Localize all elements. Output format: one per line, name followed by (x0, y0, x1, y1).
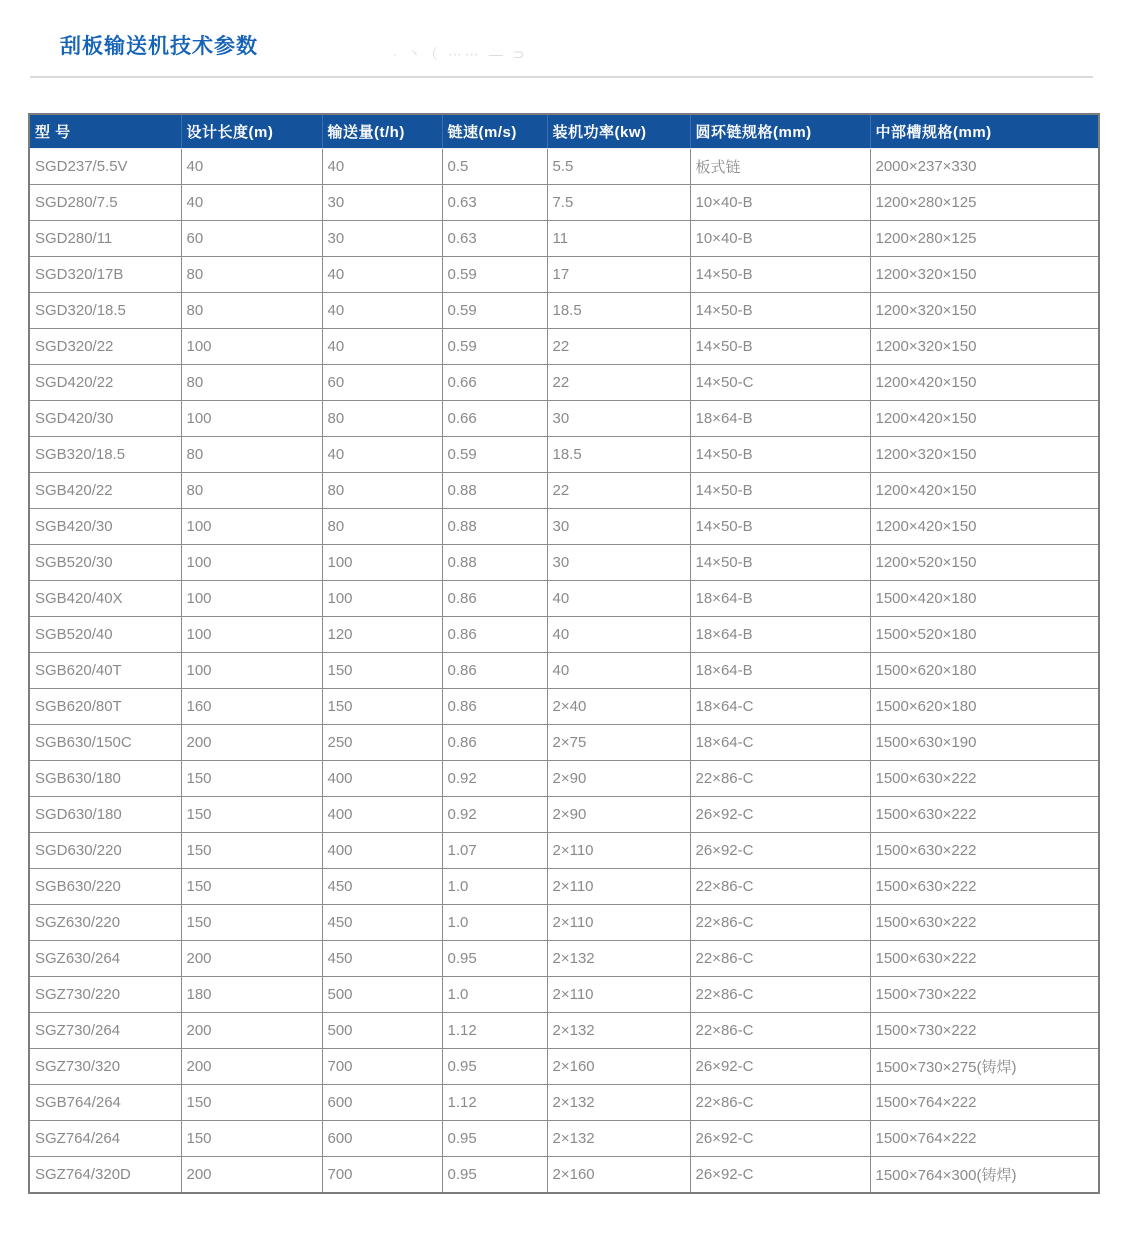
table-cell: SGD420/22 (29, 365, 181, 401)
table-cell: SGB520/40 (29, 617, 181, 653)
table-cell: 1500×620×180 (870, 689, 1099, 725)
table-cell: 1200×420×150 (870, 473, 1099, 509)
table-cell: SGZ730/320 (29, 1049, 181, 1085)
table-cell: 120 (322, 617, 442, 653)
table-cell: 22×86-C (690, 1085, 870, 1121)
table-cell: 14×50-B (690, 509, 870, 545)
table-cell: 2×90 (547, 761, 690, 797)
table-row (29, 293, 1099, 329)
table-row (29, 689, 1099, 725)
table-cell: 18×64-C (690, 725, 870, 761)
table-cell: 1500×620×180 (870, 653, 1099, 689)
table-cell: 1200×420×150 (870, 401, 1099, 437)
table-row (29, 869, 1099, 905)
table-cell: 0.88 (442, 473, 547, 509)
table-cell: 0.95 (442, 1049, 547, 1085)
table-cell: 150 (181, 869, 322, 905)
table-cell: 40 (322, 149, 442, 185)
table-cell: 1500×630×222 (870, 869, 1099, 905)
table-row (29, 509, 1099, 545)
table-cell: 1500×764×222 (870, 1121, 1099, 1157)
table-cell: 14×50-B (690, 437, 870, 473)
table-row (29, 221, 1099, 257)
table-cell: 80 (181, 365, 322, 401)
table-cell: SGZ764/264 (29, 1121, 181, 1157)
table-row (29, 365, 1099, 401)
specs-table-body (29, 149, 1099, 1194)
table-cell: 1200×320×150 (870, 329, 1099, 365)
table-cell: 1200×420×150 (870, 509, 1099, 545)
table-cell: 200 (181, 725, 322, 761)
table-cell: 26×92-C (690, 833, 870, 869)
table-cell: 600 (322, 1121, 442, 1157)
table-cell: 30 (322, 221, 442, 257)
table-cell: SGZ730/220 (29, 977, 181, 1013)
table-cell: 700 (322, 1049, 442, 1085)
table-cell: 22×86-C (690, 761, 870, 797)
table-cell: 0.86 (442, 725, 547, 761)
table-cell: 150 (181, 797, 322, 833)
table-cell: 2×110 (547, 833, 690, 869)
table-cell: 18.5 (547, 437, 690, 473)
table-cell: 22 (547, 365, 690, 401)
table-cell: 200 (181, 1157, 322, 1194)
table-row (29, 1121, 1099, 1157)
table-cell: 1200×280×125 (870, 185, 1099, 221)
table-cell: SGZ630/220 (29, 905, 181, 941)
table-cell: 0.59 (442, 329, 547, 365)
table-cell: 1.12 (442, 1085, 547, 1121)
table-cell: 1200×420×150 (870, 365, 1099, 401)
table-cell: 0.86 (442, 581, 547, 617)
table-cell: 26×92-C (690, 797, 870, 833)
table-cell: SGD280/11 (29, 221, 181, 257)
table-cell: 1200×280×125 (870, 221, 1099, 257)
table-cell: 600 (322, 1085, 442, 1121)
table-cell: 450 (322, 941, 442, 977)
table-cell: 0.59 (442, 437, 547, 473)
table-cell: 40 (181, 149, 322, 185)
table-cell: SGD237/5.5V (29, 149, 181, 185)
table-cell: SGB630/180 (29, 761, 181, 797)
table-cell: 2×132 (547, 1121, 690, 1157)
table-cell: 1200×320×150 (870, 437, 1099, 473)
table-cell: SGD320/22 (29, 329, 181, 365)
table-cell: 18×64-C (690, 689, 870, 725)
table-cell: 18×64-B (690, 617, 870, 653)
table-cell: 26×92-C (690, 1049, 870, 1085)
table-cell: 40 (547, 653, 690, 689)
table-cell: 10×40-B (690, 185, 870, 221)
table-cell: 80 (322, 401, 442, 437)
table-row (29, 473, 1099, 509)
table-cell: SGD280/7.5 (29, 185, 181, 221)
table-cell: 22×86-C (690, 1013, 870, 1049)
table-cell: SGB764/264 (29, 1085, 181, 1121)
table-cell: SGB620/40T (29, 653, 181, 689)
table-cell: 7.5 (547, 185, 690, 221)
table-cell: SGD320/18.5 (29, 293, 181, 329)
table-cell: 60 (181, 221, 322, 257)
table-cell: 400 (322, 833, 442, 869)
table-cell: 1.07 (442, 833, 547, 869)
column-header: 装机功率(kw) (547, 114, 690, 149)
table-cell: 160 (181, 689, 322, 725)
table-cell: 22×86-C (690, 941, 870, 977)
table-cell: 26×92-C (690, 1121, 870, 1157)
table-cell: 1500×630×222 (870, 797, 1099, 833)
table-cell: 80 (322, 509, 442, 545)
table-cell: 18×64-B (690, 581, 870, 617)
table-cell: 100 (322, 581, 442, 617)
table-cell: 2000×237×330 (870, 149, 1099, 185)
table-cell: 18×64-B (690, 401, 870, 437)
table-cell: 10×40-B (690, 221, 870, 257)
column-header: 输送量(t/h) (322, 114, 442, 149)
table-cell: 200 (181, 1013, 322, 1049)
table-cell: SGB320/18.5 (29, 437, 181, 473)
table-cell: 17 (547, 257, 690, 293)
title-divider (30, 76, 1093, 78)
table-cell: 14×50-B (690, 257, 870, 293)
table-cell: 11 (547, 221, 690, 257)
table-cell: 1.0 (442, 977, 547, 1013)
table-cell: 0.92 (442, 797, 547, 833)
table-cell: 0.86 (442, 689, 547, 725)
table-cell: 14×50-B (690, 545, 870, 581)
table-row (29, 797, 1099, 833)
page-title: 刮板输送机技术参数 (60, 35, 258, 58)
table-cell: SGZ764/320D (29, 1157, 181, 1194)
header-row (29, 114, 1099, 149)
specs-table-head (29, 114, 1099, 149)
table-cell: 400 (322, 761, 442, 797)
table-row (29, 1049, 1099, 1085)
table-cell: 1500×764×222 (870, 1085, 1099, 1121)
table-cell: 40 (547, 581, 690, 617)
table-cell: 450 (322, 905, 442, 941)
table-cell: SGZ630/264 (29, 941, 181, 977)
table-cell: 100 (181, 545, 322, 581)
table-cell: 14×50-C (690, 365, 870, 401)
table-cell: 500 (322, 1013, 442, 1049)
table-cell: 0.66 (442, 365, 547, 401)
table-cell: 100 (181, 653, 322, 689)
table-row (29, 149, 1099, 185)
table-cell: 80 (181, 473, 322, 509)
table-cell: 60 (322, 365, 442, 401)
table-row (29, 1013, 1099, 1049)
table-cell: 700 (322, 1157, 442, 1194)
table-cell: 2×132 (547, 941, 690, 977)
table-cell: SGD320/17B (29, 257, 181, 293)
table-cell: 0.95 (442, 1121, 547, 1157)
table-cell: 40 (322, 257, 442, 293)
table-cell: 22 (547, 329, 690, 365)
table-row (29, 977, 1099, 1013)
table-cell: 22×86-C (690, 869, 870, 905)
table-cell: 2×110 (547, 977, 690, 1013)
table-row (29, 941, 1099, 977)
table-cell: 0.63 (442, 221, 547, 257)
table-cell: 1200×320×150 (870, 293, 1099, 329)
table-cell: 1500×520×180 (870, 617, 1099, 653)
table-cell: 30 (547, 509, 690, 545)
table-cell: 1200×320×150 (870, 257, 1099, 293)
table-cell: SGB630/220 (29, 869, 181, 905)
table-cell: 100 (181, 401, 322, 437)
table-row (29, 1157, 1099, 1194)
table-cell: 1500×630×222 (870, 761, 1099, 797)
table-cell: 40 (181, 185, 322, 221)
table-cell: 250 (322, 725, 442, 761)
table-cell: 2×132 (547, 1013, 690, 1049)
table-cell: 2×110 (547, 869, 690, 905)
table-cell: SGB630/150C (29, 725, 181, 761)
table-cell: 22×86-C (690, 905, 870, 941)
table-cell: SGD630/220 (29, 833, 181, 869)
table-cell: 2×160 (547, 1049, 690, 1085)
column-header: 圆环链规格(mm) (690, 114, 870, 149)
table-cell: 1200×520×150 (870, 545, 1099, 581)
table-cell: 1500×630×190 (870, 725, 1099, 761)
table-cell: 0.66 (442, 401, 547, 437)
table-cell: 30 (547, 545, 690, 581)
table-cell: 100 (181, 509, 322, 545)
table-cell: 2×40 (547, 689, 690, 725)
table-cell: 0.92 (442, 761, 547, 797)
table-cell: 5.5 (547, 149, 690, 185)
table-cell: 1500×630×222 (870, 833, 1099, 869)
table-cell: 1500×764×300(铸焊) (870, 1157, 1099, 1194)
table-cell: 200 (181, 941, 322, 977)
table-cell: 0.95 (442, 1157, 547, 1194)
table-cell: 0.95 (442, 941, 547, 977)
table-cell: 0.59 (442, 293, 547, 329)
table-cell: 0.63 (442, 185, 547, 221)
table-cell: 150 (181, 833, 322, 869)
table-cell: 2×132 (547, 1085, 690, 1121)
table-cell: 100 (181, 329, 322, 365)
table-cell: SGZ730/264 (29, 1013, 181, 1049)
table-cell: 100 (181, 581, 322, 617)
table-cell: 14×50-B (690, 473, 870, 509)
table-cell: 80 (181, 257, 322, 293)
table-cell: 40 (322, 437, 442, 473)
table-cell: 150 (181, 1085, 322, 1121)
faint-watermark: · 丶（ ⋯⋯ — ⊃ (392, 46, 528, 62)
table-row (29, 257, 1099, 293)
table-cell: SGD420/30 (29, 401, 181, 437)
table-cell: 40 (322, 293, 442, 329)
table-row (29, 581, 1099, 617)
table-cell: SGB420/30 (29, 509, 181, 545)
table-cell: 2×90 (547, 797, 690, 833)
table-cell: 0.88 (442, 509, 547, 545)
table-cell: 150 (181, 1121, 322, 1157)
table-cell: 1500×730×222 (870, 1013, 1099, 1049)
table-cell: 板式链 (690, 149, 870, 185)
table-cell: 2×160 (547, 1157, 690, 1194)
table-cell: 1500×630×222 (870, 905, 1099, 941)
table-cell: 80 (181, 293, 322, 329)
table-cell: 26×92-C (690, 1157, 870, 1194)
table-row (29, 905, 1099, 941)
table-cell: 1.12 (442, 1013, 547, 1049)
table-cell: SGB420/22 (29, 473, 181, 509)
table-cell: 1.0 (442, 905, 547, 941)
table-cell: 150 (181, 761, 322, 797)
table-cell: 30 (547, 401, 690, 437)
table-cell: 150 (181, 905, 322, 941)
table-cell: 22×86-C (690, 977, 870, 1013)
table-row (29, 185, 1099, 221)
table-cell: 1500×630×222 (870, 941, 1099, 977)
table-cell: 18×64-B (690, 653, 870, 689)
table-cell: 18.5 (547, 293, 690, 329)
table-cell: 1500×420×180 (870, 581, 1099, 617)
table-row (29, 833, 1099, 869)
table-cell: SGB620/80T (29, 689, 181, 725)
table-cell: 0.88 (442, 545, 547, 581)
table-cell: 14×50-B (690, 329, 870, 365)
table-cell: 14×50-B (690, 293, 870, 329)
table-cell: 80 (181, 437, 322, 473)
table-cell: 500 (322, 977, 442, 1013)
table-cell: 150 (322, 689, 442, 725)
table-cell: 150 (322, 653, 442, 689)
table-cell: 1.0 (442, 869, 547, 905)
table-cell: 0.59 (442, 257, 547, 293)
table-cell: 40 (547, 617, 690, 653)
table-row (29, 653, 1099, 689)
specs-table (28, 113, 1100, 1194)
table-cell: 200 (181, 1049, 322, 1085)
table-cell: 2×110 (547, 905, 690, 941)
column-header: 中部槽规格(mm) (870, 114, 1099, 149)
table-cell: 0.86 (442, 617, 547, 653)
table-cell: 22 (547, 473, 690, 509)
table-cell: 100 (181, 617, 322, 653)
table-cell: SGB520/30 (29, 545, 181, 581)
table-row (29, 545, 1099, 581)
table-row (29, 401, 1099, 437)
table-cell: 40 (322, 329, 442, 365)
table-row (29, 1085, 1099, 1121)
title-row (60, 30, 527, 60)
table-row (29, 329, 1099, 365)
table-cell: 0.5 (442, 149, 547, 185)
table-cell: 2×75 (547, 725, 690, 761)
table-cell: 0.86 (442, 653, 547, 689)
table-cell: 400 (322, 797, 442, 833)
table-cell: 30 (322, 185, 442, 221)
table-row (29, 437, 1099, 473)
table-row (29, 761, 1099, 797)
column-header: 型 号 (29, 114, 181, 149)
table-cell: 1500×730×222 (870, 977, 1099, 1013)
table-row (29, 617, 1099, 653)
column-header: 链速(m/s) (442, 114, 547, 149)
table-cell: 80 (322, 473, 442, 509)
table-cell: 450 (322, 869, 442, 905)
table-cell: 1500×730×275(铸焊) (870, 1049, 1099, 1085)
table-cell: SGD630/180 (29, 797, 181, 833)
column-header: 设计长度(m) (181, 114, 322, 149)
table-cell: 180 (181, 977, 322, 1013)
table-row (29, 725, 1099, 761)
table-cell: SGB420/40X (29, 581, 181, 617)
table-cell: 100 (322, 545, 442, 581)
